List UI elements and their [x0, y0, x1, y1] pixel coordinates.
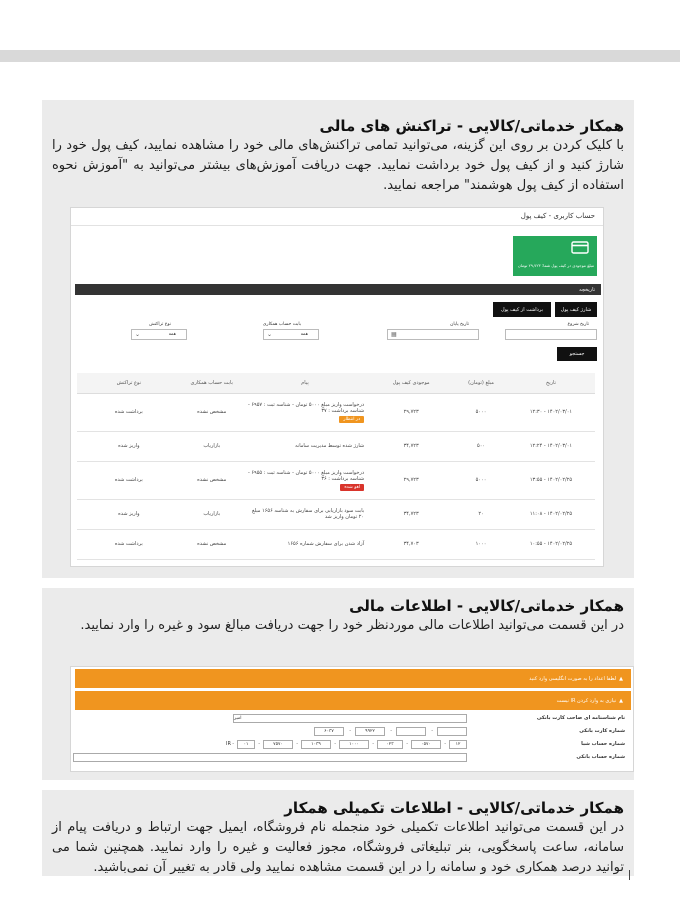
- sheba-prefix: IR: [226, 741, 231, 747]
- table-cell-account: مشخص نشده: [181, 393, 243, 431]
- warning-english-digits-text: لطفا اعداد را به صورت انگلیسی وارد کنید: [529, 675, 617, 682]
- account-filter-label: بابت حساب همکاری: [262, 322, 301, 327]
- table-cell-balance: ۳۴,۷۲۳: [367, 431, 455, 461]
- table-cell-date: ۱۴۰۲/۰۲/۲۵ - ۱۰:۵۵: [507, 529, 595, 559]
- type-filter-label: نوع تراکنش: [149, 322, 171, 327]
- column-header: پیام: [243, 373, 367, 393]
- calendar-icon[interactable]: ▦: [391, 331, 397, 338]
- table-cell-message: [243, 461, 367, 499]
- start-date-label: تاریخ شروع: [567, 322, 589, 327]
- sheba-separator: -: [296, 741, 298, 747]
- withdraw-wallet-button[interactable]: برداشت از کیف پول: [493, 302, 551, 317]
- panel-financial-info: [42, 588, 634, 780]
- sheba-part-2[interactable]: ۰۵۷۰: [411, 740, 441, 749]
- wallet-card-icon: [571, 241, 589, 254]
- table-cell-amount: ۵۰۰۰: [455, 393, 507, 431]
- table-cell-type: واریز شده: [77, 431, 181, 461]
- balance-card: [513, 236, 597, 276]
- panel-transactions-title: همکار خدماتی/کالایی - تراکنش های مالی: [319, 117, 624, 135]
- history-header: [75, 284, 601, 295]
- panel-extra-info: [42, 790, 634, 876]
- sheba-part-7[interactable]: ۰۱: [237, 740, 255, 749]
- warning-no-ir: [75, 691, 631, 710]
- table-row: [77, 431, 595, 461]
- table-cell-amount: ۱۰۰۰: [455, 529, 507, 559]
- message-text: شارژ شده توسط مدیریت سامانه: [295, 443, 365, 449]
- table-cell-message: [243, 393, 367, 431]
- sheba-part-5[interactable]: ۱۰۳۹: [301, 740, 331, 749]
- panel-extra-text: در این قسمت می‌توانید اطلاعات تکمیلی خود منجمله نام فروشگاه، ایمیل جهت ارتباط و دریافت پیام از سامانه، ساعت پاسخگویی، بنر تبلیغاتی فروشگاه، مجوز فعالیت و غیره را وارد نمایید. همچنین شما می توانید درصد همکاری خود و سامانه را در این قسمت مشاهده نمایید ولی قادر به تغییر آن نمی‌باشید.: [52, 820, 624, 875]
- card-separator: -: [349, 728, 351, 734]
- table-cell-account: مشخص نشده: [181, 461, 243, 499]
- sheba-part-1[interactable]: ۱۲: [449, 740, 467, 749]
- card-number-label: شماره کارت بانکی: [579, 728, 625, 734]
- table-cell-date: ۱۴۰۲/۰۳/۰۱ - ۱۲:۳۰: [507, 393, 595, 431]
- table-row: [77, 461, 595, 499]
- breadcrumb-divider: [71, 225, 604, 226]
- sheba-part-3[interactable]: ۰۲۳: [377, 740, 403, 749]
- wallet-screenshot: [70, 207, 604, 567]
- bank-account-label: شماره حساب بانکی: [576, 754, 625, 760]
- column-header: مبلغ (تومان): [455, 373, 507, 393]
- panel-financial-title: همکار خدماتی/کالایی - اطلاعات مالی: [349, 597, 624, 615]
- table-cell-account: مشخص نشده: [181, 529, 243, 559]
- table-cell-balance: ۳۴,۷۲۳: [367, 499, 455, 529]
- message-text: آزاد شدن برای سفارش شماره ۱۶۵۶: [287, 541, 365, 547]
- table-row: [77, 499, 595, 529]
- end-date-input[interactable]: [387, 329, 479, 340]
- account-filter-select[interactable]: [263, 329, 319, 340]
- sheba-separator: -: [232, 741, 234, 747]
- sheba-part-6[interactable]: ۷۵۷۰: [263, 740, 293, 749]
- status-badge: لغو شده: [340, 484, 364, 491]
- table-cell-type: برداشت شده: [77, 393, 181, 431]
- card-holder-input[interactable]: [233, 714, 467, 723]
- type-filter-select[interactable]: [131, 329, 187, 340]
- sheba-separator: -: [258, 741, 260, 747]
- table-cell-account: بازاریاب: [181, 431, 243, 461]
- table-cell-balance: ۳۴,۷۰۳: [367, 529, 455, 559]
- type-filter-value: همه: [168, 332, 176, 337]
- history-header-label: تاریخچه: [579, 286, 595, 293]
- sheba-label: شماره حساب شبا: [581, 741, 625, 747]
- card-holder-value: امیر: [234, 716, 242, 721]
- card-holder-label: نام شناسنامه ای صاحب کارت بانکی: [536, 715, 625, 721]
- message-text: بابت سود بازاریابی برای سفارش به شناسه ۱۶۵۶ مبلغ ۲۰ تومان واریز شد: [251, 508, 365, 520]
- sheba-separator: -: [406, 741, 408, 747]
- table-row: [77, 529, 595, 559]
- column-header: نوع تراکنش: [77, 373, 181, 393]
- bank-account-input[interactable]: [73, 753, 467, 762]
- transactions-table: [77, 373, 595, 560]
- message-text: درخواست واریز مبلغ ۵۰۰۰ تومان - شناسه ثبت : ۶۹۵۷ - شناسه برداشت : ۳۷: [247, 401, 365, 414]
- table-cell-balance: ۲۹,۷۲۳: [367, 393, 455, 431]
- start-date-input[interactable]: [505, 329, 597, 340]
- panel-financial-text: در این قسمت می‌توانید اطلاعات مالی موردنظر خود را جهت دریافت مبالغ سود و غیره را وارد نمایید.: [80, 618, 624, 633]
- table-row: [77, 393, 595, 431]
- warning-icon: ▲: [619, 675, 623, 682]
- column-header: موجودی کیف پول: [367, 373, 455, 393]
- column-header: بابت حساب همکاری: [181, 373, 243, 393]
- sheba-separator: -: [444, 741, 446, 747]
- table-cell-account: بازاریاب: [181, 499, 243, 529]
- charge-wallet-button[interactable]: شارژ کیف پول: [555, 302, 597, 317]
- page-edge-mark: [629, 870, 630, 880]
- table-header-row: [77, 373, 595, 393]
- wallet-breadcrumb: حساب کاربری - کیف پول: [520, 212, 595, 220]
- search-button[interactable]: جستجو: [557, 347, 597, 361]
- end-date-label: تاریخ پایان: [450, 322, 469, 327]
- panel-transactions: [42, 100, 634, 578]
- panel-transactions-text: با کلیک کردن بر روی این گزینه، می‌توانید تمامی تراکنش‌های مالی خود را مشاهده نمایید، کیف پول خود را شارژ کنید و از کیف پول خود برداشت نمایید. جهت دریافت آموزش‌های بیشتر می‌توانید به "آموزش نحوه استفاده از کیف پول هوشمند" مراجعه نمایید.: [52, 138, 624, 193]
- sheba-separator: -: [334, 741, 336, 747]
- chevron-down-icon: ⌄: [135, 331, 141, 338]
- table-cell-type: واریز شده: [77, 499, 181, 529]
- panel-extra-title: همکار خدماتی/کالایی - اطلاعات تکمیلی همکار: [284, 799, 624, 817]
- card-separator: -: [431, 728, 433, 734]
- table-cell-date: ۱۴۰۲/۰۳/۰۱ - ۱۲:۲۴: [507, 431, 595, 461]
- warning-english-digits: [75, 669, 631, 688]
- table-cell-message: [243, 529, 367, 559]
- table-cell-type: برداشت شده: [77, 529, 181, 559]
- table-cell-date: ۱۴۰۲/۰۲/۲۵ - ۱۳:۵۵: [507, 461, 595, 499]
- card-number-part-3[interactable]: ۹۹۲۲: [355, 727, 385, 736]
- table-cell-amount: ۵۰۰۰: [455, 461, 507, 499]
- card-number-part-4[interactable]: ۶۰۳۷: [314, 727, 344, 736]
- balance-label: مبلغ موجودی در کیف پول شما: ۲۹,۷۲۳ تومان: [517, 263, 594, 268]
- status-badge: در انتظار: [339, 416, 364, 423]
- table-cell-amount: ۵۰۰: [455, 431, 507, 461]
- account-filter-value: همه: [300, 332, 308, 337]
- table-cell-date: ۱۴۰۲/۰۲/۲۵ - ۱۱:۰۸: [507, 499, 595, 529]
- financial-screenshot: [70, 666, 634, 772]
- column-header: تاریخ: [507, 373, 595, 393]
- table-cell-type: برداشت شده: [77, 461, 181, 499]
- card-number-part-1[interactable]: [437, 727, 467, 736]
- sheba-part-4[interactable]: ۱۰۰۰: [339, 740, 369, 749]
- top-gray-band: [0, 50, 680, 62]
- table-cell-message: [243, 499, 367, 529]
- card-number-part-2[interactable]: [396, 727, 426, 736]
- message-text: درخواست واریز مبلغ ۵۰۰۰ تومان - شناسه ثبت : ۶۹۵۵ - شناسه برداشت : ۳۶: [247, 469, 365, 482]
- sheba-separator: -: [372, 741, 374, 747]
- chevron-down-icon: ⌄: [267, 331, 273, 338]
- table-cell-balance: ۲۹,۷۲۳: [367, 461, 455, 499]
- card-separator: -: [390, 728, 392, 734]
- table-cell-message: [243, 431, 367, 461]
- warning-no-ir-text: نیازی به وارد کردن IR نیست: [556, 697, 617, 704]
- warning-icon: ▲: [619, 697, 623, 704]
- table-cell-amount: ۲۰: [455, 499, 507, 529]
